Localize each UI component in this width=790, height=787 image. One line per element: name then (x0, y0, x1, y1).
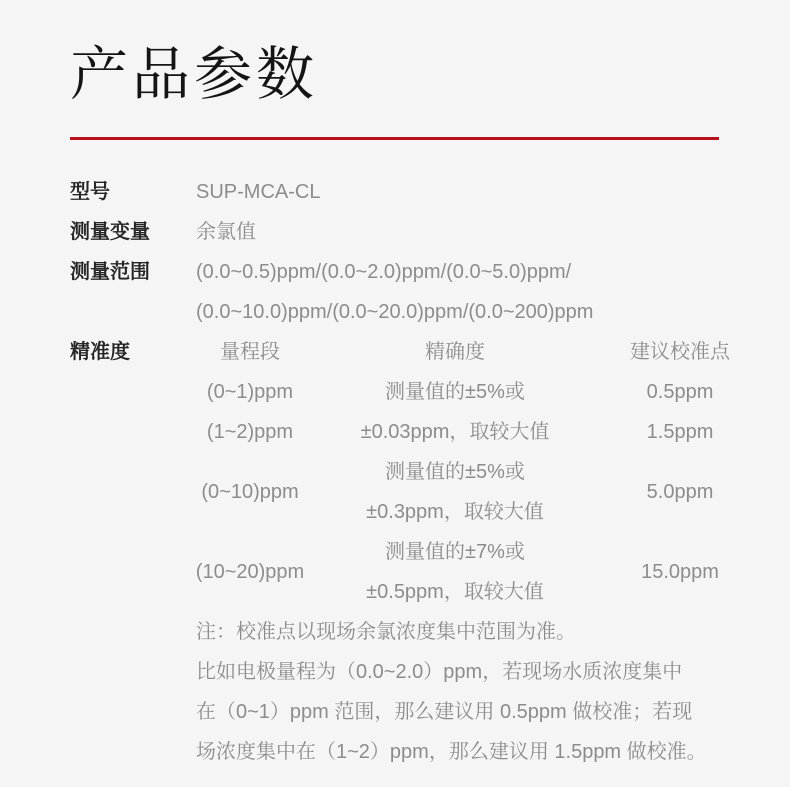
cell-line: ±0.3ppm，取较大值 (366, 501, 544, 523)
accuracy-cell (350, 452, 560, 532)
accuracy-table-header (150, 332, 790, 372)
accuracy-row (150, 452, 790, 532)
spec-value-range (196, 252, 593, 332)
spec-row-variable (70, 212, 790, 252)
accuracy-row (150, 532, 790, 612)
page-title: 产品参数 (70, 42, 319, 107)
cell-line: (0~1)ppm (206, 381, 294, 403)
range-cell (150, 452, 350, 532)
cell-line: 5.0ppm (646, 481, 714, 503)
spec-row-range (70, 252, 790, 332)
calibration-note (196, 612, 790, 772)
range-cell (150, 532, 350, 612)
note-line-4: 场浓度集中在（1~2）ppm，那么建议用 1.5ppm 做校准。 (196, 741, 707, 763)
column-header-range: 量程段 (220, 341, 280, 363)
calibration-cell (560, 532, 790, 612)
column-header-accuracy: 精确度 (425, 341, 485, 363)
accuracy-cell (350, 372, 560, 452)
cell-line: 15.0ppm (641, 561, 719, 583)
cell-line: 0.5ppm (646, 381, 714, 403)
cell-line: (1~2)ppm (206, 421, 294, 443)
cell-line: 测量值的±5%或 (385, 461, 525, 483)
accuracy-cell (350, 532, 560, 612)
note-line-2: 比如电极量程为（0.0~2.0）ppm，若现场水质浓度集中 (196, 661, 683, 683)
accuracy-table-body (150, 372, 790, 612)
spec-label-model: 型号 (70, 181, 110, 203)
column-header-calibration: 建议校准点 (630, 341, 730, 363)
red-divider (70, 137, 719, 140)
spec-label-range: 测量范围 (70, 261, 150, 283)
cell-line: ±0.03ppm，取较大值 (360, 421, 550, 443)
cell-line: ±0.5ppm，取较大值 (366, 581, 544, 603)
note-line-1: 注：校准点以现场余氯浓度集中范围为准。 (196, 621, 576, 643)
note-line-3: 在（0~1）ppm 范围，那么建议用 0.5ppm 做校准；若现 (196, 701, 693, 723)
range-cell (150, 372, 350, 452)
calibration-cell (560, 452, 790, 532)
spec-range-line-1: (0.0~0.5)ppm/(0.0~2.0)ppm/(0.0~5.0)ppm/ (196, 261, 572, 283)
accuracy-table (150, 332, 790, 612)
spec-value-variable: 余氯值 (196, 221, 256, 243)
cell-line: 1.5ppm (646, 421, 714, 443)
spec-row-model (70, 172, 790, 212)
calibration-cell (560, 372, 790, 452)
spec-list (70, 172, 790, 332)
spec-range-line-2: (0.0~10.0)ppm/(0.0~20.0)ppm/(0.0~200)ppm (196, 301, 594, 323)
cell-line: (0~10)ppm (201, 481, 299, 503)
spec-label-accuracy: 精准度 (70, 341, 130, 363)
spec-value-model: SUP-MCA-CL (196, 181, 321, 203)
cell-line: 测量值的±5%或 (385, 381, 525, 403)
accuracy-row (150, 372, 790, 452)
accuracy-section (70, 332, 790, 772)
cell-line: 测量值的±7%或 (385, 541, 525, 563)
cell-line: (10~20)ppm (195, 561, 305, 583)
spec-label-variable: 测量变量 (70, 221, 150, 243)
